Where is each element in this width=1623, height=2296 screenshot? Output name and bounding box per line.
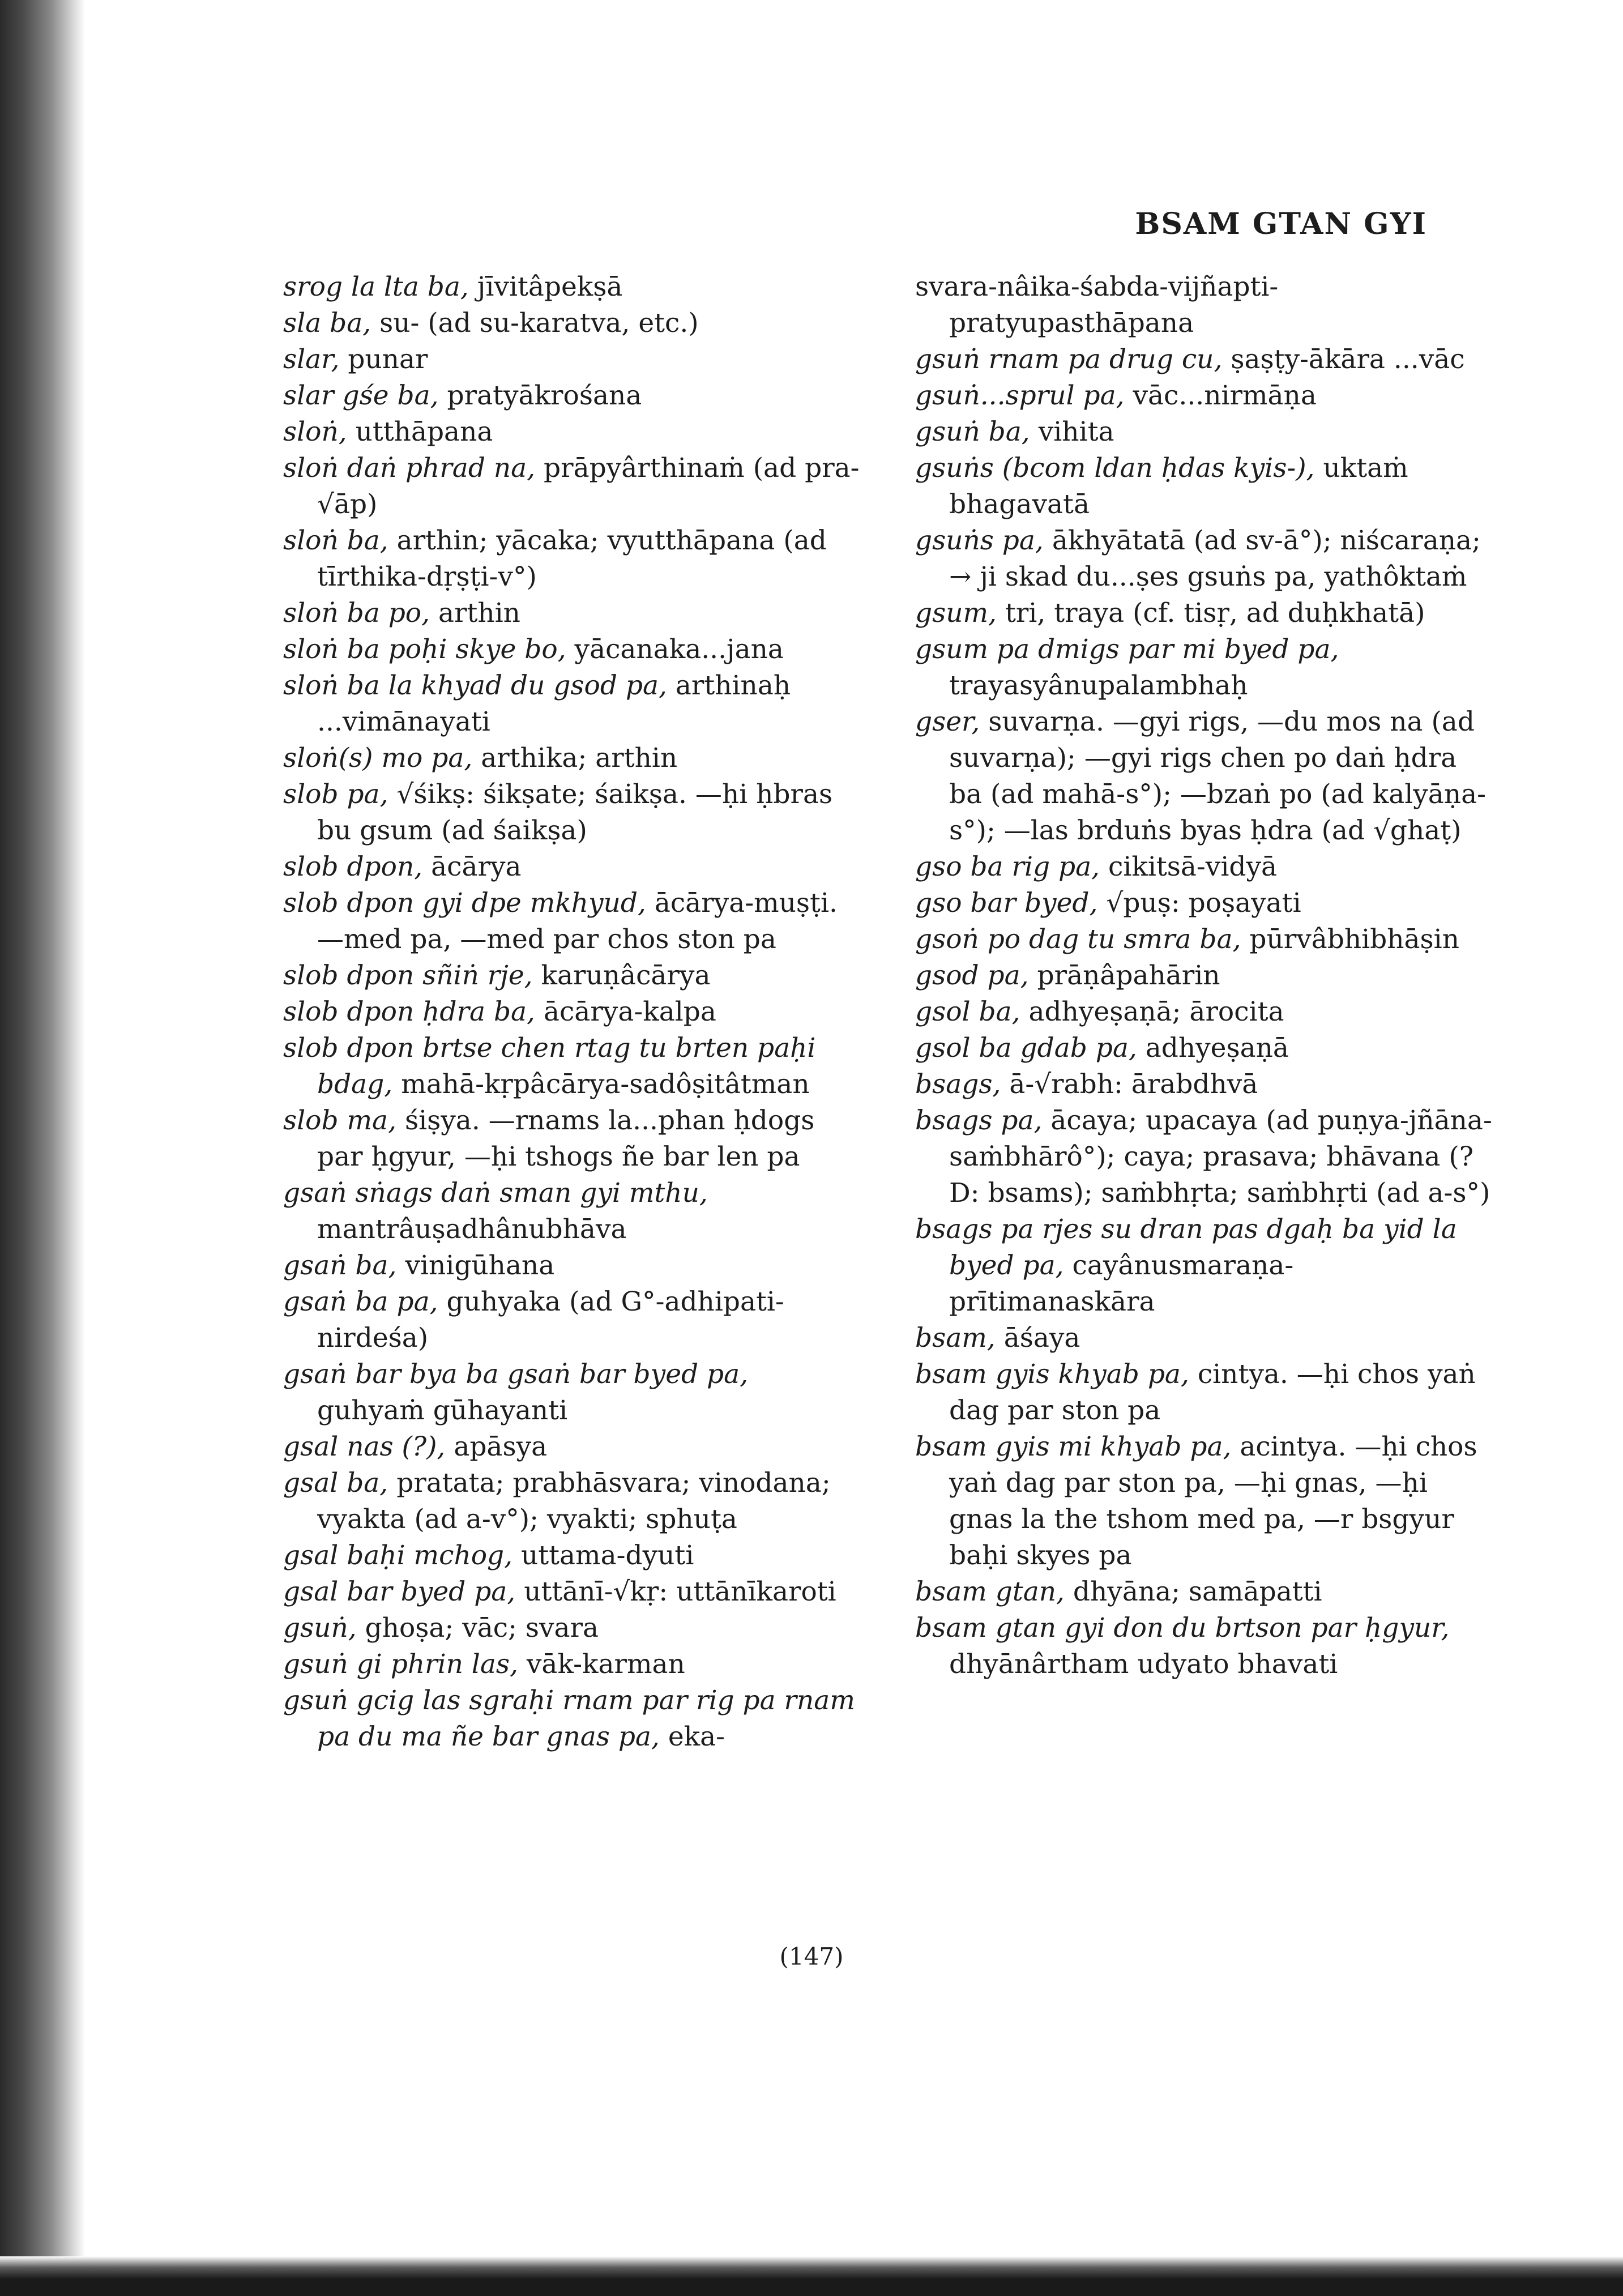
- entry-headword: bsam,: [915, 1322, 996, 1354]
- entry-headword: gsal baḥi mchog,: [283, 1540, 513, 1571]
- dictionary-entry: [915, 1320, 1493, 1356]
- dictionary-entry: [915, 1066, 1493, 1103]
- dictionary-entry: [915, 414, 1493, 450]
- entry-gloss: uttama-dyuti: [520, 1540, 694, 1571]
- dictionary-entry: [915, 450, 1493, 523]
- dictionary-entry: [915, 1030, 1493, 1066]
- entry-gloss: guhyaka (ad G°-adhipati-nirdeśa): [317, 1286, 784, 1354]
- entry-gloss: ghoṣa; vāc; svara: [365, 1612, 599, 1644]
- entry-gloss: acintya. —ḥi chos yaṅ dag par ston pa, —ḥi gnas, —ḥi gnas la the tshom med pa, —r bsgyur baḥi skyes pa: [949, 1431, 1477, 1571]
- entry-gloss: yācanaka...jana: [574, 634, 784, 665]
- entry-headword: gsal nas (?),: [283, 1431, 446, 1462]
- entry-headword: gsol ba gdab pa,: [915, 1032, 1137, 1064]
- dictionary-entry: [283, 523, 861, 595]
- dictionary-entry: [915, 342, 1493, 378]
- entry-gloss: uktaṁ bhagavatā: [949, 453, 1408, 520]
- entry-headword: gsod pa,: [915, 960, 1029, 991]
- entry-gloss: arthin; yācaka; vyutthāpana (ad tīrthika-dṛṣṭi-v°): [317, 525, 827, 592]
- entry-gloss: utthāpana: [355, 416, 493, 447]
- dictionary-entry: [283, 414, 861, 450]
- entry-headword: gsuṅ gcig las sgraḥi rnam par rig pa rnam pa du ma ñe bar gnas pa,: [283, 1685, 855, 1752]
- entry-headword: gsuṅ gi phrin las,: [283, 1649, 518, 1680]
- entry-headword: gsaṅ ba,: [283, 1250, 397, 1281]
- entry-headword: sloṅ ba po,: [283, 598, 430, 629]
- entry-gloss: karuṇâcārya: [541, 960, 711, 991]
- entry-headword: sloṅ ba la khyad du gsod pa,: [283, 670, 667, 701]
- entry-headword: gsaṅ bar bya ba gsaṅ bar byed pa,: [283, 1359, 749, 1390]
- dictionary-entry: [283, 1284, 861, 1356]
- entry-gloss: cayânusmaraṇa-prītimanaskāra: [949, 1250, 1294, 1317]
- entry-gloss: ācārya: [431, 851, 522, 882]
- dictionary-entry: [283, 1646, 861, 1683]
- entry-headword: bsam gyis mi khyab pa,: [915, 1431, 1232, 1462]
- entry-gloss: pūrvâbhibhāṣin: [1249, 924, 1459, 955]
- dictionary-entry: [283, 994, 861, 1030]
- dictionary-entry: [915, 1610, 1493, 1683]
- dictionary-entry: [283, 668, 861, 740]
- dictionary-entry: [283, 595, 861, 631]
- dictionary-entry: [915, 1429, 1493, 1574]
- entry-headword: bsags,: [915, 1069, 1001, 1100]
- dictionary-entry: [283, 849, 861, 885]
- entry-headword: gsuṅ rnam pa drug cu,: [915, 344, 1223, 375]
- entry-headword: slob dpon brtse chen rtag tu brten paḥi bdag,: [283, 1032, 816, 1100]
- entry-gloss: uttānī-√kṛ: uttānīkaroti: [524, 1576, 836, 1607]
- entry-headword: gsaṅ sṅags daṅ sman gyi mthu,: [283, 1177, 708, 1209]
- entry-gloss: apāsya: [454, 1431, 548, 1462]
- dictionary-entry: [915, 994, 1493, 1030]
- entry-gloss: vāc...nirmāṇa: [1133, 380, 1317, 411]
- entry-headword: gsuṅ,: [283, 1612, 357, 1644]
- entry-headword: bsags pa rjes su dran pas dgaḥ ba yid la byed pa,: [915, 1214, 1457, 1281]
- dictionary-entry: [283, 342, 861, 378]
- dictionary-entry: [283, 1356, 861, 1429]
- dictionary-entry: [283, 378, 861, 414]
- dictionary-entry: [283, 450, 861, 523]
- entry-headword: bsam gtan gyi don du brtson par ḥgyur,: [915, 1612, 1450, 1644]
- dictionary-entry: [915, 1574, 1493, 1610]
- entry-headword: sla ba,: [283, 308, 371, 339]
- entry-headword: gser,: [915, 706, 980, 737]
- dictionary-entry: [283, 958, 861, 994]
- entry-headword: gsuṅ ba,: [915, 416, 1030, 447]
- entry-gloss: trayasyânupalambhaḥ: [949, 670, 1248, 701]
- dictionary-entry: [915, 849, 1493, 885]
- entry-headword: bsam gyis khyab pa,: [915, 1359, 1189, 1390]
- dictionary-entry: [915, 378, 1493, 414]
- entry-gloss: arthika; arthin: [481, 742, 678, 774]
- entry-gloss: ākhyātatā (ad sv-ā°); niścaraṇa; → ji skad du...ṣes gsuṅs pa, yathôktaṁ: [949, 525, 1481, 592]
- entry-headword: gsal ba,: [283, 1467, 388, 1499]
- entry-gloss: cintya. —ḥi chos yaṅ dag par ston pa: [949, 1359, 1476, 1426]
- entry-gloss: suvarṇa. —gyi rigs, —du mos na (ad suvarṇa); —gyi rigs chen po daṅ ḥdra ba (ad mahā-s°); —bzaṅ po (ad kalyāṇa-s°); —las brduṅs byas ḥdra (ad √ghaṭ): [949, 706, 1486, 846]
- dictionary-entry: [283, 1103, 861, 1175]
- dictionary-entry: [283, 1683, 861, 1755]
- entry-gloss: cikitsā-vidyā: [1108, 851, 1278, 882]
- book-binding-shadow: [0, 0, 85, 2296]
- entry-gloss: dhyāna; samāpatti: [1073, 1576, 1322, 1607]
- entry-headword: slob dpon sñiṅ rje,: [283, 960, 533, 991]
- entry-headword: bsags pa,: [915, 1105, 1043, 1136]
- dictionary-entry: [283, 1610, 861, 1646]
- entry-gloss: prāpyârthinaṁ (ad pra-√āp): [317, 453, 860, 520]
- entry-headword: gso bar byed,: [915, 887, 1098, 919]
- entry-gloss: āśaya: [1003, 1322, 1080, 1354]
- dictionary-entry: [915, 631, 1493, 704]
- entry-gloss: eka-: [668, 1721, 725, 1752]
- entry-headword: sloṅ ba poḥi skye bo,: [283, 634, 566, 665]
- entry-headword: gsuṅs pa,: [915, 525, 1044, 556]
- dictionary-entry: [283, 269, 861, 305]
- entry-headword: sloṅ,: [283, 416, 347, 447]
- entry-gloss: pratata; prabhāsvara; vinodana; vyakta (ad a-v°); vyakti; sphuṭa: [317, 1467, 831, 1535]
- entry-gloss: mahā-kṛpâcārya-sadôṣitâtman: [401, 1069, 810, 1100]
- entry-headword: gsum,: [915, 598, 997, 629]
- entry-gloss: prāṇâpahārin: [1037, 960, 1220, 991]
- entry-headword: gsaṅ ba pa,: [283, 1286, 438, 1317]
- entry-headword: sloṅ(s) mo pa,: [283, 742, 473, 774]
- entry-gloss: śiṣya. —rnams la...phan ḥdogs par ḥgyur, —ḥi tshogs ñe bar len pa: [317, 1105, 815, 1172]
- entry-headword: gsuṅ...sprul pa,: [915, 380, 1125, 411]
- dictionary-entry: [915, 1356, 1493, 1429]
- entry-gloss: √puṣ: poṣayati: [1106, 887, 1301, 919]
- entry-gloss: mantrâuṣadhânubhāva: [317, 1214, 627, 1245]
- dictionary-entry: [915, 595, 1493, 631]
- entry-gloss: adhyeṣaṇā; ārocita: [1028, 996, 1284, 1027]
- entry-gloss: arthinaḥ ...vimānayati: [317, 670, 791, 737]
- running-head: BSAM GTAN GYI: [1135, 207, 1427, 241]
- dictionary-entry: [283, 1030, 861, 1103]
- dictionary-entry: [915, 921, 1493, 958]
- entry-gloss: ā-√rabh: ārabdhvā: [1009, 1069, 1258, 1100]
- entry-gloss: guhyaṁ gūhayanti: [317, 1395, 568, 1426]
- dictionary-entry: [915, 1211, 1493, 1320]
- dictionary-entry: [283, 1465, 861, 1538]
- entry-headword: slob dpon,: [283, 851, 423, 882]
- dictionary-entry: [283, 305, 861, 342]
- dictionary-entry: [283, 1538, 861, 1574]
- dictionary-entry: [915, 269, 1493, 342]
- dictionary-entry: [283, 1175, 861, 1248]
- dictionary-entry: [915, 958, 1493, 994]
- dictionary-entry: [283, 740, 861, 776]
- entry-gloss: √śikṣ: śikṣate; śaikṣa. —ḥi ḥbras bu gsum (ad śaikṣa): [317, 779, 833, 846]
- entry-headword: gsal bar byed pa,: [283, 1576, 516, 1607]
- entry-gloss: vihita: [1038, 416, 1114, 447]
- dictionary-entry: [915, 1103, 1493, 1211]
- entry-headword: bsam gtan,: [915, 1576, 1065, 1607]
- entry-headword: gsoṅ po dag tu smra ba,: [915, 924, 1241, 955]
- dictionary-entry: [283, 631, 861, 668]
- dictionary-entry: [283, 776, 861, 849]
- entry-gloss: dhyānârtham udyato bhavati: [949, 1649, 1338, 1680]
- entry-gloss: arthin: [438, 598, 520, 629]
- entry-gloss: svara-nâika-śabda-vijñapti-pratyupasthāpana: [915, 271, 1279, 339]
- entry-headword: gso ba rig pa,: [915, 851, 1100, 882]
- dictionary-entry: [283, 1574, 861, 1610]
- entry-headword: gsuṅs (bcom ldan ḥdas kyis-),: [915, 453, 1315, 484]
- dictionary-entry: [915, 523, 1493, 595]
- entry-gloss: tri, traya (cf. tisṛ, ad duḥkhatā): [1005, 598, 1425, 629]
- entry-gloss: jīvitâpekṣā: [477, 271, 623, 302]
- entry-gloss: adhyeṣaṇā: [1145, 1032, 1289, 1064]
- right-column: [915, 269, 1493, 1683]
- entry-gloss: vinigūhana: [405, 1250, 555, 1281]
- entry-gloss: ṣaṣṭy-ākāra ...vāc: [1231, 344, 1465, 375]
- entry-headword: slob ma,: [283, 1105, 397, 1136]
- entry-headword: slar,: [283, 344, 340, 375]
- entry-headword: slob dpon gyi dpe mkhyud,: [283, 887, 646, 919]
- page-number: (147): [779, 1943, 844, 1970]
- entry-gloss: ācārya-kalpa: [543, 996, 716, 1027]
- entry-headword: gsum pa dmigs par mi byed pa,: [915, 634, 1339, 665]
- entry-gloss: vāk-karman: [526, 1649, 685, 1680]
- page-bottom-edge: [0, 2256, 1623, 2296]
- entry-headword: slar gśe ba,: [283, 380, 439, 411]
- entry-headword: slob dpon ḥdra ba,: [283, 996, 535, 1027]
- left-column: [283, 269, 861, 1755]
- dictionary-entry: [283, 1248, 861, 1284]
- dictionary-entry: [915, 885, 1493, 921]
- entry-headword: srog la lta ba,: [283, 271, 469, 302]
- entry-headword: sloṅ daṅ phrad na,: [283, 453, 536, 484]
- entry-gloss: su- (ad su-karatva, etc.): [379, 308, 699, 339]
- entry-headword: gsol ba,: [915, 996, 1020, 1027]
- dictionary-entry: [283, 1429, 861, 1465]
- entry-gloss: punar: [348, 344, 428, 375]
- entry-headword: sloṅ ba,: [283, 525, 388, 556]
- dictionary-entry: [283, 885, 861, 958]
- dictionary-entry: [915, 704, 1493, 849]
- entry-gloss: ācārya-muṣṭi. —med pa, —med par chos ston pa: [317, 887, 838, 955]
- entry-headword: slob pa,: [283, 779, 388, 810]
- entry-gloss: pratyākrośana: [447, 380, 642, 411]
- entry-gloss: ācaya; upacaya (ad puṇya-jñāna-saṁbhārô°); caya; prasava; bhāvana (? D: bsams); saṁbhṛta; saṁbhṛti (ad a-s°): [949, 1105, 1492, 1209]
